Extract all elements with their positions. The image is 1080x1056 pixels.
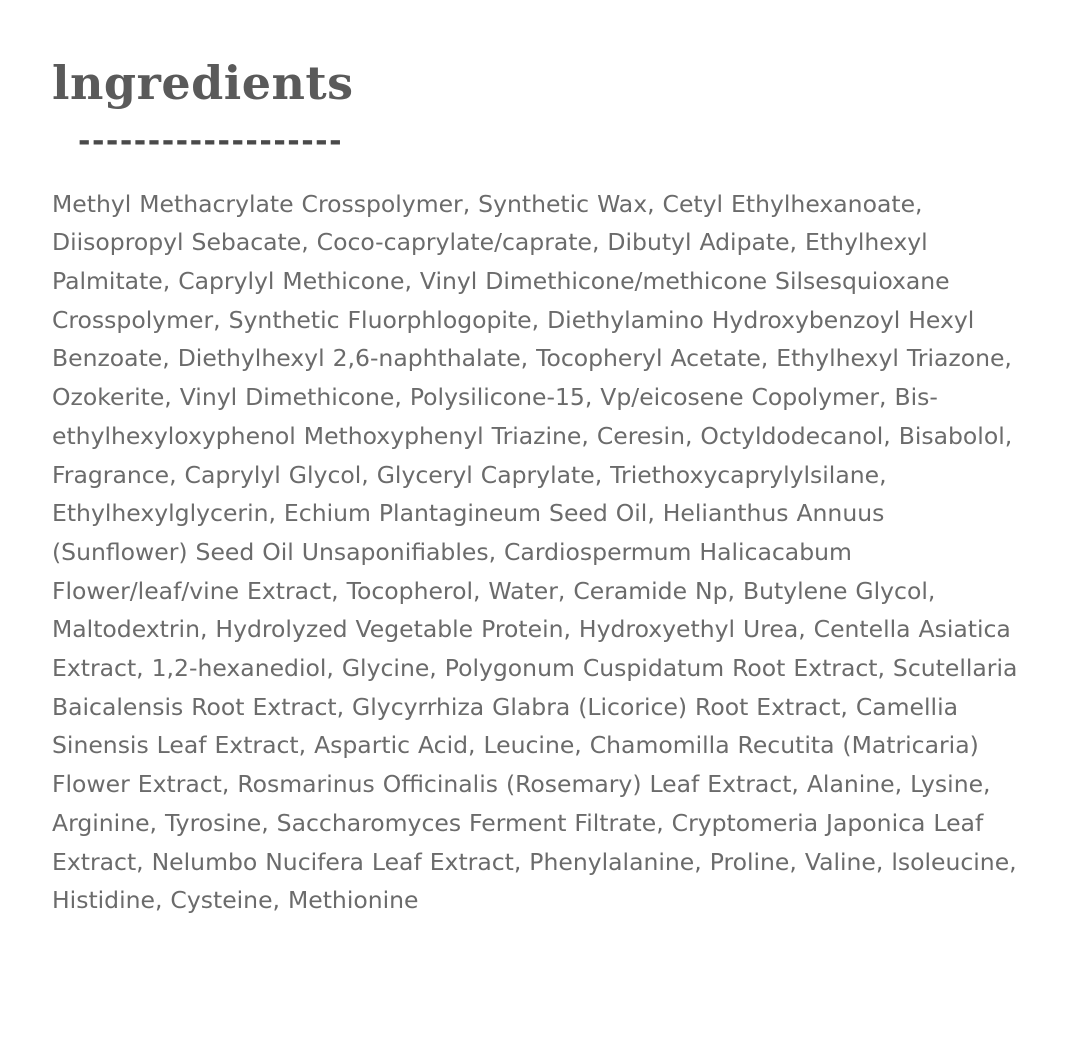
page-title: lngredients xyxy=(52,56,354,110)
ingredients-list-text: Methyl Methacrylate Crosspolymer, Synthetic Wax, Cetyl Ethylhexanoate, Diisopropyl Sebacate, Coco-caprylate/caprate, Dibutyl Adipate, Ethylhexyl Palmitate, Caprylyl Methicone, Vinyl Dimethicone/methicone Silsesquioxane Crosspolymer, Synthetic Fluorphlogopite, Diethylamino Hydroxybenzoyl Hexyl Benzoate, Diethylhexyl 2,6-naphthalate, Tocopheryl Acetate, Ethylhexyl Triazone, Ozokerite, Vinyl Dimethicone, Polysilicone-15, Vp/eicosene Copolymer, Bis-ethylhexyloxyphenol Methoxyphenyl Triazine, Ceresin, Octyldodecanol, Bisabolol, Fragrance, Caprylyl Glycol, Glyceryl Caprylate, Triethoxycaprylylsilane, Ethylhexylglycerin, Echium Plantagineum Seed Oil, Helianthus Annuus (Sunflower) Seed Oil Unsaponifiables, Cardiospermum Halicacabum Flower/leaf/vine Extract, Tocopherol, Water, Ceramide Np, Butylene Glycol, Maltodextrin, Hydrolyzed Vegetable Protein, Hydroxyethyl Urea, Centella Asiatica Extract, 1,2-hexanediol, Glycine, Polygonum Cuspidatum Root Extract, Scutellaria Baicalensis Root Extract, Glycyrrhiza Glabra (Licorice) Root Extract, Camellia Sinensis Leaf Extract, Aspartic Acid, Leucine, Chamomilla Recutita (Matricaria) Flower Extract, Rosmarinus Officinalis (Rosemary) Leaf Extract, Alanine, Lysine, Arginine, Tyrosine, Saccharomyces Ferment Filtrate, Cryptomeria Japonica Leaf Extract, Nelumbo Nucifera Leaf Extract, Phenylalanine, Proline, Valine, lsoleucine, Histidine, Cysteine, Methionine xyxy=(52,189,1018,915)
dashed-divider: ------------------- xyxy=(78,123,344,159)
